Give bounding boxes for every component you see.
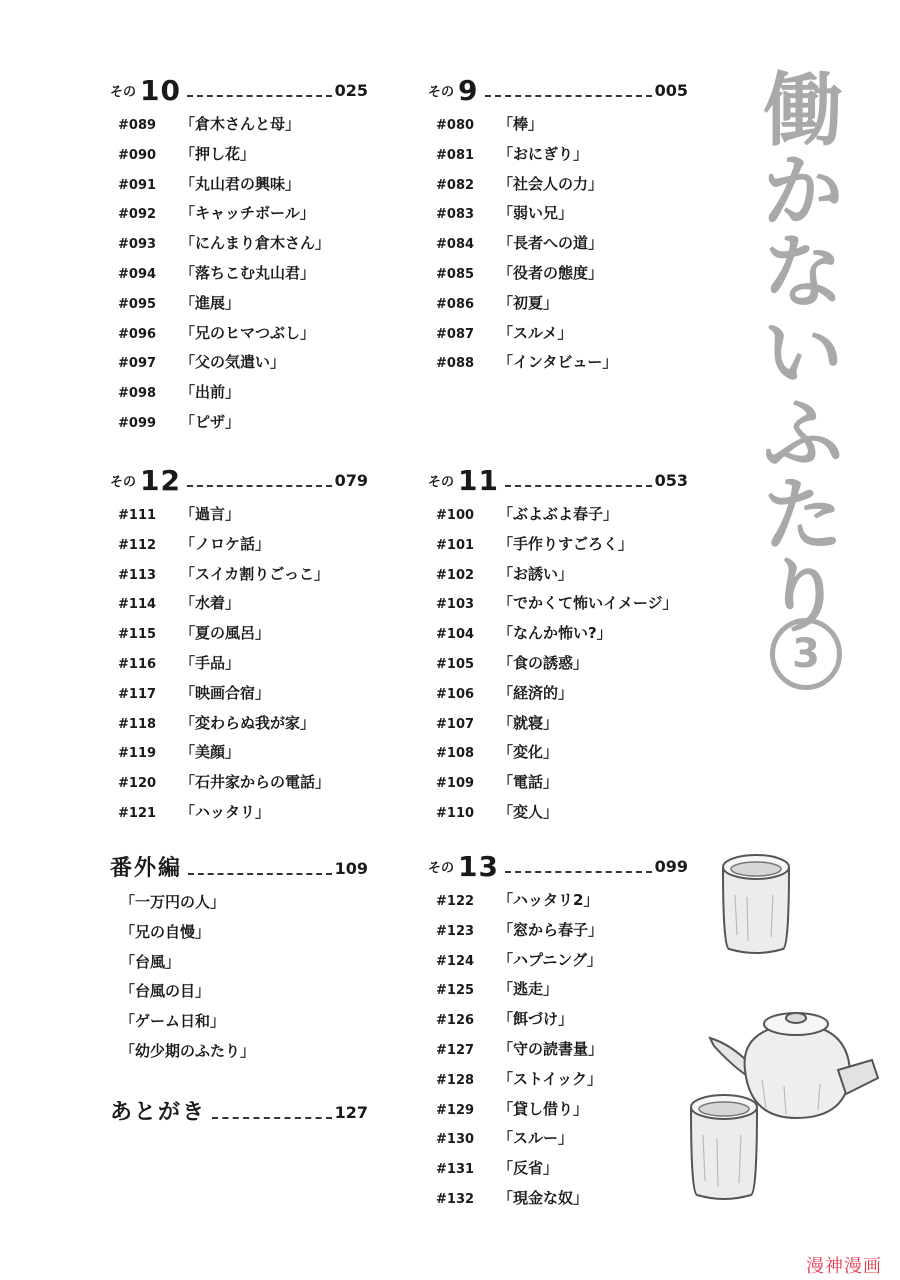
title-char: り (763, 550, 843, 643)
episode-number: #108 (436, 746, 475, 762)
episode-item[interactable] (110, 319, 368, 349)
episode-item[interactable] (428, 1095, 688, 1125)
episode-item[interactable] (428, 348, 688, 378)
teacup-illustration (715, 845, 797, 957)
episode-number: #086 (436, 296, 475, 312)
episode-number: #116 (118, 656, 157, 672)
episode-number: #117 (118, 686, 157, 702)
section-header[interactable] (428, 72, 688, 106)
episode-item[interactable] (110, 649, 368, 679)
section-title: 番外編 (110, 856, 183, 881)
episode-title: 「過言」 (180, 505, 241, 523)
episode-number: #130 (436, 1132, 475, 1148)
episode-number: #111 (118, 508, 157, 523)
episode-item[interactable] (110, 199, 368, 229)
episode-title: 「手品」 (180, 653, 241, 672)
episode-item[interactable] (110, 530, 368, 560)
page-number: 079 (334, 471, 368, 490)
bonus-item[interactable]: 「兄の自慢」 (120, 922, 211, 941)
episode-item[interactable] (110, 140, 368, 170)
watermark: 漫神漫画 (806, 1256, 882, 1277)
page-number: 109 (334, 859, 368, 878)
episode-number: #094 (118, 266, 157, 282)
episode-item[interactable] (428, 110, 688, 140)
episode-title: 「初夏」 (498, 293, 559, 312)
episode-title: 「美顔」 (180, 743, 241, 762)
episode-number: #083 (436, 207, 475, 223)
book-title (762, 64, 844, 643)
episode-number: #102 (436, 567, 475, 583)
section-number: 10 (140, 74, 181, 107)
leader-dots (188, 873, 332, 875)
episode-title: 「電話」 (498, 773, 559, 792)
section-sono-12 (110, 462, 368, 828)
episode-list (428, 110, 688, 378)
title-char: い (763, 307, 843, 400)
episode-number: #088 (436, 356, 475, 372)
volume-badge: 3 (770, 618, 842, 690)
episode-title: 「石井家からの電話」 (180, 773, 331, 792)
episode-number: #093 (118, 237, 157, 253)
episode-title: 「スイカ割りごっこ」 (180, 564, 329, 583)
episode-title: 「弱い兄」 (498, 204, 574, 223)
bonus-item[interactable]: 「一万円の人」 (120, 893, 226, 911)
section-number: 13 (458, 850, 499, 883)
section-header[interactable] (110, 1094, 368, 1128)
episode-item[interactable] (110, 768, 368, 798)
episode-title: 「押し花」 (180, 144, 256, 163)
episode-title: 「逃走」 (498, 980, 559, 999)
episode-list (428, 500, 688, 828)
episode-title: 「にんまり倉木さん」 (180, 234, 331, 253)
section-bangai (110, 850, 368, 1067)
episode-item[interactable] (428, 1065, 688, 1095)
episode-number: #120 (118, 776, 157, 792)
title-char: ふ (763, 388, 843, 481)
episode-number: #129 (436, 1102, 475, 1118)
episode-title: 「スルー」 (498, 1129, 574, 1148)
episode-number: #087 (436, 326, 475, 342)
episode-item[interactable] (110, 738, 368, 768)
episode-item[interactable] (428, 170, 688, 200)
episode-number: #106 (436, 686, 475, 702)
section-sono-9 (428, 72, 688, 378)
episode-title: 「ハッタリ」 (180, 802, 271, 821)
episode-item[interactable] (428, 916, 688, 946)
episode-list (110, 110, 368, 438)
episode-item[interactable] (110, 589, 368, 619)
bonus-item[interactable]: 「台風」 (120, 952, 181, 971)
episode-item[interactable] (110, 500, 368, 530)
episode-item[interactable] (428, 709, 688, 739)
section-afterword (110, 1094, 368, 1128)
teacup-illustration (683, 1085, 765, 1205)
episode-title: 「なんか怖い?」 (498, 624, 612, 643)
episode-number: #113 (118, 567, 157, 583)
episode-number: #103 (436, 597, 475, 613)
episode-number: #109 (436, 776, 475, 792)
episode-title: 「丸山君の興味」 (180, 174, 301, 193)
episode-item[interactable] (110, 289, 368, 319)
episode-number: #104 (436, 627, 475, 643)
episode-item[interactable] (110, 408, 368, 438)
episode-number: #089 (118, 118, 157, 133)
section-sono-11 (428, 462, 688, 828)
section-number: 11 (458, 464, 499, 497)
episode-title: 「進展」 (180, 293, 241, 312)
episode-title: 「窓から春子」 (498, 920, 604, 939)
episode-item[interactable] (428, 259, 688, 289)
section-prefix: その (110, 475, 137, 490)
episode-number: #128 (436, 1072, 475, 1088)
bonus-item[interactable]: 「台風の目」 (120, 982, 211, 1001)
episode-title: 「餌づけ」 (498, 1010, 574, 1029)
episode-item[interactable] (110, 229, 368, 259)
page-number: 025 (334, 81, 368, 100)
episode-number: #122 (436, 894, 475, 909)
episode-item[interactable] (428, 589, 688, 619)
episode-title: 「変化」 (498, 743, 559, 762)
episode-item[interactable] (428, 1124, 688, 1154)
episode-title: 「社会人の力」 (498, 174, 604, 193)
title-char: か (763, 145, 843, 238)
episode-number: #119 (118, 746, 157, 762)
episode-item[interactable] (110, 110, 368, 140)
section-number: 9 (458, 74, 479, 107)
episode-item[interactable] (428, 649, 688, 679)
episode-item[interactable] (110, 348, 368, 378)
episode-item[interactable] (110, 259, 368, 289)
leader-dots (187, 485, 332, 487)
section-header[interactable] (110, 850, 368, 884)
episode-item[interactable] (110, 378, 368, 408)
episode-number: #080 (436, 118, 475, 133)
episode-item[interactable] (428, 1184, 688, 1214)
episode-item[interactable] (428, 229, 688, 259)
episode-number: #091 (118, 177, 157, 193)
episode-number: #118 (118, 716, 157, 732)
section-header[interactable] (428, 462, 688, 496)
episode-item[interactable] (110, 170, 368, 200)
episode-title: 「守の読書量」 (498, 1039, 604, 1058)
section-title: あとがき (110, 1100, 207, 1125)
page-number: 099 (654, 857, 688, 876)
episode-item[interactable] (428, 738, 688, 768)
episode-item[interactable] (428, 319, 688, 349)
episode-title: 「ハプニング」 (498, 950, 602, 969)
episode-title: 「水着」 (180, 594, 241, 613)
episode-number: #126 (436, 1013, 475, 1029)
episode-number: #124 (436, 953, 475, 969)
leader-dots (505, 485, 652, 487)
episode-number: #127 (436, 1042, 475, 1058)
episode-title: 「就寝」 (498, 713, 559, 732)
episode-number: #084 (436, 237, 475, 253)
episode-title: 「インタビュー」 (498, 353, 618, 372)
episode-number: #110 (436, 805, 475, 821)
episode-title: 「反省」 (498, 1159, 559, 1178)
episode-number: #092 (118, 207, 157, 223)
section-header[interactable] (428, 848, 688, 882)
episode-number: #096 (118, 326, 157, 342)
episode-title: 「キャッチボール」 (180, 204, 315, 223)
section-header[interactable] (110, 462, 368, 496)
episode-title: 「長者への道」 (498, 234, 604, 253)
episode-title: 「ノロケ話」 (180, 534, 271, 553)
leader-dots (505, 871, 652, 873)
leader-dots (212, 1117, 332, 1119)
episode-title: 「お誘い」 (498, 564, 574, 583)
episode-title: 「棒」 (498, 115, 544, 133)
episode-number: #114 (118, 597, 157, 613)
episode-item[interactable] (428, 1005, 688, 1035)
episode-item[interactable] (428, 619, 688, 649)
section-prefix: その (110, 85, 137, 100)
episode-item[interactable] (428, 289, 688, 319)
episode-number: #097 (118, 356, 157, 372)
episode-number: #105 (436, 656, 475, 672)
episode-item[interactable] (110, 709, 368, 739)
episode-title: 「兄のヒマつぶし」 (180, 323, 316, 342)
section-prefix: その (428, 861, 455, 876)
section-prefix: その (428, 85, 455, 100)
bonus-item[interactable]: 「幼少期のふたり」 (120, 1041, 256, 1060)
page-number: 005 (654, 81, 688, 100)
leader-dots (485, 95, 652, 97)
episode-title: 「父の気遣い」 (180, 353, 286, 372)
episode-title: 「ピザ」 (180, 412, 241, 431)
episode-item[interactable] (428, 500, 688, 530)
episode-title: 「でかくて怖いイメージ」 (498, 594, 678, 613)
episode-number: #131 (436, 1162, 475, 1178)
episode-title: 「出前」 (180, 383, 241, 402)
section-number: 12 (140, 464, 181, 497)
episode-item[interactable] (428, 679, 688, 709)
episode-title: 「変わらぬ我が家」 (180, 713, 316, 732)
bonus-list (110, 888, 368, 1067)
episode-title: 「ハッタリ2」 (498, 891, 599, 909)
episode-item[interactable] (428, 798, 688, 828)
section-prefix: その (428, 475, 455, 490)
page-number: 127 (334, 1103, 368, 1122)
section-header[interactable] (110, 72, 368, 106)
episode-title: 「経済的」 (498, 683, 574, 702)
episode-item[interactable] (110, 798, 368, 828)
title-char: た (763, 469, 843, 562)
episode-title: 「変人」 (498, 802, 559, 821)
episode-number: #082 (436, 177, 475, 193)
episode-number: #125 (436, 983, 475, 999)
episode-item[interactable] (428, 530, 688, 560)
episode-number: #085 (436, 266, 475, 282)
episode-list (110, 500, 368, 828)
episode-item[interactable] (428, 768, 688, 798)
episode-number: #112 (118, 537, 157, 553)
episode-title: 「役者の態度」 (498, 263, 604, 282)
episode-title: 「夏の風呂」 (180, 624, 271, 643)
episode-title: 「おにぎり」 (498, 144, 589, 163)
episode-item[interactable] (428, 560, 688, 590)
episode-number: #115 (118, 627, 157, 643)
episode-number: #123 (436, 923, 475, 939)
episode-title: 「スルメ」 (498, 323, 573, 342)
section-sono-10 (110, 72, 368, 438)
episode-number: #100 (436, 508, 475, 523)
section-sono-13 (428, 848, 688, 1214)
title-char: な (763, 226, 843, 319)
episode-item[interactable] (428, 886, 688, 916)
episode-item[interactable] (110, 619, 368, 649)
page-number: 053 (654, 471, 688, 490)
leader-dots (187, 95, 332, 97)
episode-title: 「落ちこむ丸山君」 (180, 263, 316, 282)
episode-list (428, 886, 688, 1214)
episode-title: 「倉木さんと母」 (180, 115, 301, 133)
episode-title: 「ストイック」 (498, 1069, 602, 1088)
episode-item[interactable] (428, 140, 688, 170)
episode-item[interactable] (428, 946, 688, 976)
episode-number: #090 (118, 147, 157, 163)
episode-number: #099 (118, 415, 157, 431)
episode-number: #107 (436, 716, 475, 732)
episode-title: 「ぶよぶよ春子」 (498, 505, 619, 523)
episode-title: 「貸し借り」 (498, 1099, 589, 1118)
episode-item[interactable] (110, 560, 368, 590)
episode-number: #132 (436, 1191, 475, 1207)
title-char: 働 (763, 64, 843, 157)
episode-number: #121 (118, 805, 157, 821)
episode-item[interactable] (428, 1154, 688, 1184)
episode-item[interactable] (428, 1035, 688, 1065)
episode-item[interactable] (428, 199, 688, 229)
episode-title: 「手作りすごろく」 (498, 534, 634, 553)
episode-title: 「食の誘惑」 (498, 653, 589, 672)
episode-number: #095 (118, 296, 157, 312)
episode-item[interactable] (110, 679, 368, 709)
episode-item[interactable] (428, 975, 688, 1005)
episode-number: #101 (436, 537, 475, 553)
episode-title: 「現金な奴」 (498, 1188, 589, 1207)
episode-number: #098 (118, 386, 157, 402)
episode-number: #081 (436, 147, 475, 163)
episode-title: 「映画合宿」 (180, 683, 271, 702)
bonus-item[interactable]: 「ゲーム日和」 (120, 1012, 226, 1031)
